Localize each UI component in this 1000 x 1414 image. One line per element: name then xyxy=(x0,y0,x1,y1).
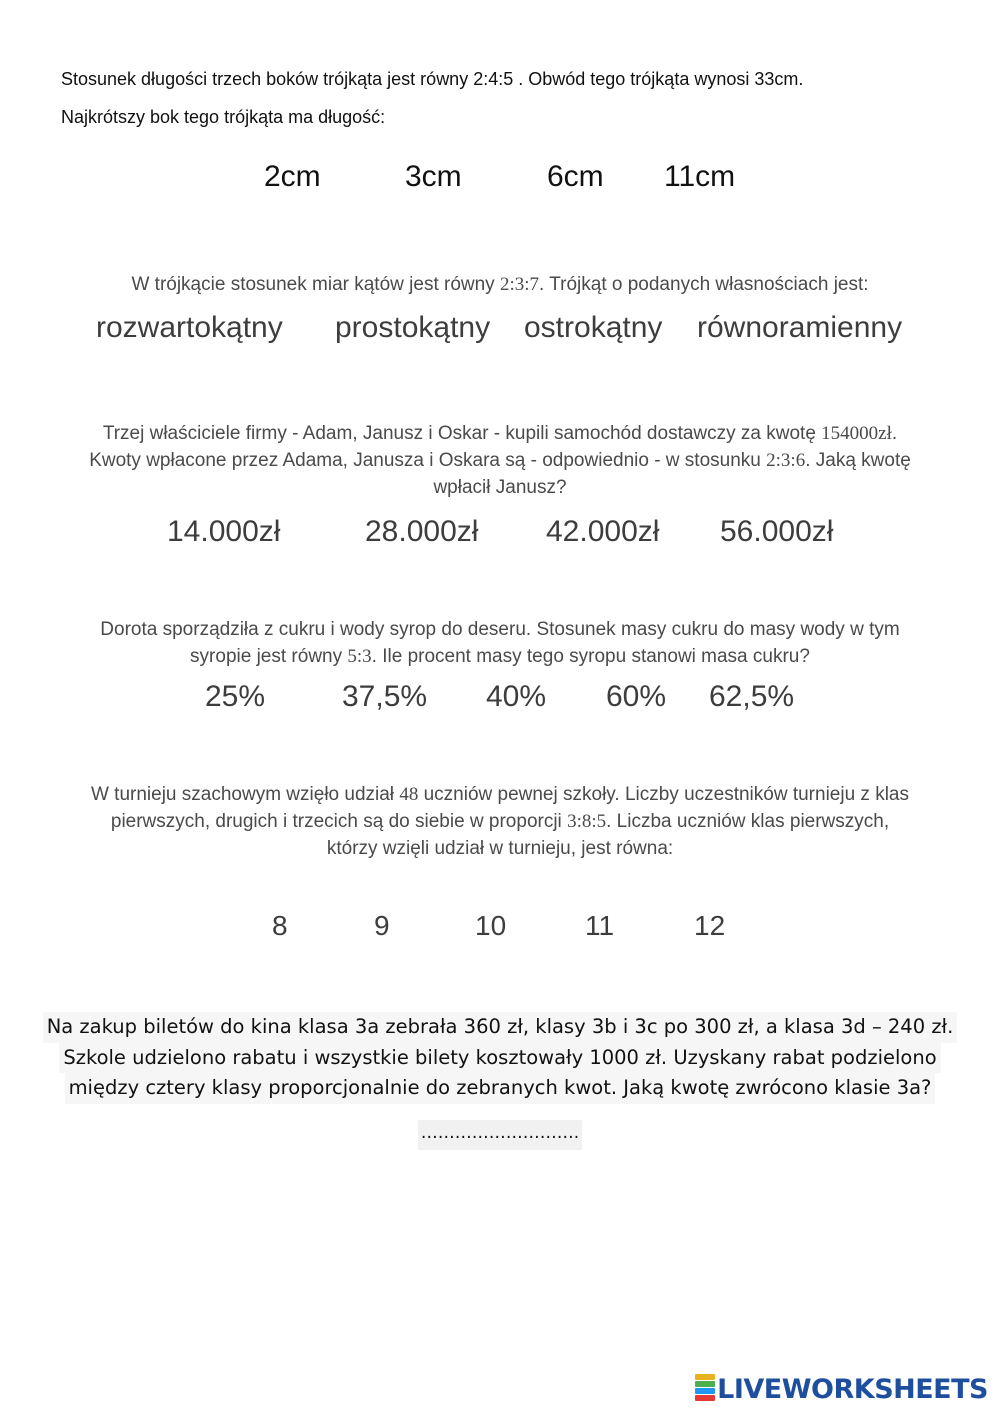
q6-text xyxy=(20,1012,980,1104)
q3-ratio: 2:3:6 xyxy=(766,450,806,471)
q4-option-40[interactable]: 40% xyxy=(486,680,547,713)
q4-text-line2 xyxy=(40,643,960,670)
q4-line2-after: . Ile procent masy tego syropu stanowi masa cukru? xyxy=(371,646,810,667)
q1-option-2cm[interactable]: 2cm xyxy=(264,160,321,193)
q5-text-line1 xyxy=(40,781,960,808)
q5-text-line3: którzy wzięli udział w turnieju, jest równa: xyxy=(326,838,674,859)
q4-option-37-5[interactable]: 37,5% xyxy=(342,680,428,713)
q2-ratio: 2:3:7 xyxy=(499,274,540,295)
q5-line1-after: uczniów pewnej szkoły. Liczby uczestników turnieju z klas xyxy=(418,784,910,805)
q4-ratio: 5:3 xyxy=(347,646,372,667)
q3-line1-before: Trzej właściciele firmy - Adam, Janusz i Oskar - kupili samochód dostawczy za kwotę xyxy=(102,423,822,444)
q4-text xyxy=(40,616,960,670)
q2-option-rownoramienny[interactable]: równoramienny xyxy=(697,311,903,344)
q5-text-line2 xyxy=(40,808,960,835)
liveworksheets-logo xyxy=(695,1372,988,1406)
q1-option-3cm[interactable]: 3cm xyxy=(405,160,462,193)
q1-text-line2: Najkrótszy bok tego trójkąta ma długość: xyxy=(61,107,386,127)
q3-option-42000[interactable]: 42.000zł xyxy=(546,515,660,548)
q6-text-line1: Na zakup biletów do kina klasa 3a zebrała 360 zł, klasy 3b i 3c po 300 zł, a klasa 3d – 240 zł. xyxy=(43,1012,958,1043)
q3-option-14000[interactable]: 14.000zł xyxy=(167,515,281,548)
q5-ratio: 3:8:5 xyxy=(567,811,607,832)
q1-option-6cm[interactable]: 6cm xyxy=(547,160,604,193)
q3-amount: 154000zł xyxy=(821,423,892,444)
q2-text-after: . Trójkąt o podanych własnościach jest: xyxy=(539,274,869,295)
q3-option-56000[interactable]: 56.000zł xyxy=(720,515,834,548)
q2-option-prostokatny[interactable]: prostokątny xyxy=(335,311,491,344)
q4-option-62-5[interactable]: 62,5% xyxy=(709,680,795,713)
q3-line2-after: . Jaką kwotę xyxy=(805,450,911,471)
q2-text-before: W trójkącie stosunek miar kątów jest równy xyxy=(131,274,500,295)
q6-text-line2: Szkole udzielono rabatu i wszystkie bilety kosztowały 1000 zł. Uzyskany rabat podzielono xyxy=(59,1043,940,1074)
q5-option-12[interactable]: 12 xyxy=(694,910,726,941)
q4-line2-before: syropie jest równy xyxy=(190,646,348,667)
q2-option-ostrokatny[interactable]: ostrokątny xyxy=(524,311,663,344)
liveworksheets-logo-icon xyxy=(695,1374,715,1404)
q3-line2-before: Kwoty wpłacone przez Adama, Janusza i Oskara są - odpowiednio - w stosunku xyxy=(89,450,767,471)
q3-text xyxy=(40,420,960,501)
liveworksheets-logo-text: LIVEWORKSHEETS xyxy=(717,1373,988,1405)
q5-option-10[interactable]: 10 xyxy=(475,910,507,941)
q6-answer-input[interactable]: ………………………. xyxy=(418,1120,582,1150)
q5-count: 48 xyxy=(399,784,419,805)
q5-text xyxy=(40,781,960,862)
q3-text-line1 xyxy=(40,420,960,447)
q1-text-line1: Stosunek długości trzech boków trójkąta jest równy 2:4:5 . Obwód tego trójkąta wynosi 33cm. xyxy=(61,69,804,89)
q3-text-line3: wpłacił Janusz? xyxy=(433,477,567,498)
q5-line2-after: . Liczba uczniów klas pierwszych, xyxy=(606,811,890,832)
q5-option-9[interactable]: 9 xyxy=(374,910,390,941)
q3-option-28000[interactable]: 28.000zł xyxy=(365,515,479,548)
q6-text-line3: między cztery klasy proporcjonalnie do zebranych kwot. Jaką kwotę zwrócono klasie 3a? xyxy=(65,1073,936,1104)
q3-text-line2 xyxy=(40,447,960,474)
q4-option-25[interactable]: 25% xyxy=(205,680,266,713)
q5-option-11[interactable]: 11 xyxy=(585,910,615,941)
q3-line1-after: . xyxy=(891,423,898,444)
q5-line1-before: W turnieju szachowym wzięło udział xyxy=(90,784,400,805)
q5-line2-before: pierwszych, drugich i trzecich są do siebie w proporcji xyxy=(110,811,568,832)
q5-option-8[interactable]: 8 xyxy=(272,910,288,941)
q4-text-line1: Dorota sporządziła z cukru i wody syrop do deseru. Stosunek masy cukru do masy wody w tym xyxy=(100,619,900,640)
q1-option-11cm[interactable]: 11cm xyxy=(664,160,736,193)
q2-option-rozwartokatny[interactable]: rozwartokątny xyxy=(96,311,283,344)
q2-text xyxy=(40,271,960,298)
q4-option-60[interactable]: 60% xyxy=(606,680,667,713)
